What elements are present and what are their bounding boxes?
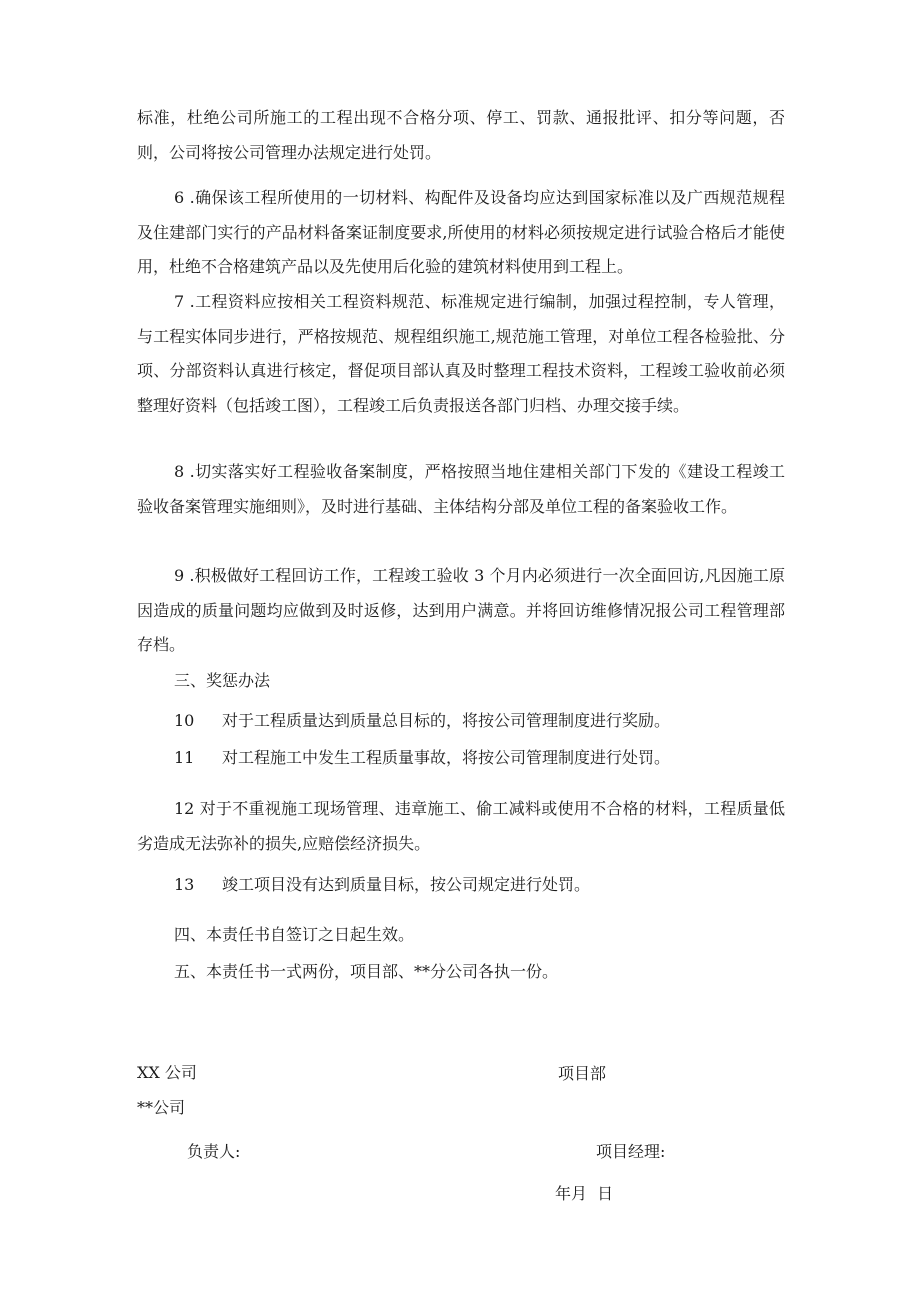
list-item-11: [174, 741, 785, 775]
paragraph-item-12: 12 对于不重视施工现场管理、违章施工、偷工减料或使用不合格的材料，工程质量低劣造成无法弥补的损失,应赔偿经济损失。: [137, 799, 785, 853]
sub-company-name: **公司: [137, 1098, 186, 1117]
paragraph-item-9: 9 .积极做好工程回访工作，工程竣工验收 3 个月内必须进行一次全面回访,凡因施工原因造成的质量问题均应做到及时返修，达到用户满意。并将回访维修情况报公司工程管理部存档。: [137, 566, 785, 654]
list-item-text: 对于工程质量达到质量总目标的，将按公司管理制度进行奖励。: [222, 711, 671, 730]
date-line: 年月 日: [555, 1184, 614, 1203]
list-item-text: 对工程施工中发生工程质量事故，将按公司管理制度进行处罚。: [222, 748, 671, 767]
paragraph-intro: 标准，杜绝公司所施工的工程出现不合格分项、停工、罚款、通报批评、扣分等问题，否则，公司将按公司管理办法规定进行处罚。: [137, 108, 785, 162]
list-item-number: 10: [174, 711, 195, 730]
list-item-13: [174, 868, 785, 902]
section-5-text: 五、本责任书一式两份，项目部、**分公司各执一份。: [174, 962, 559, 981]
paragraph-item-7: 7 .工程资料应按相关工程资料规范、标准规定进行编制，加强过程控制，专人管理，与工程实体同步进行，严格按规范、规程组织施工,规范施工管理，对单位工程各检验批、分项、分部资料认真进行核定，督促项目部认真及时整理工程技术资料，工程竣工验收前必须整理好资料（包括竣工图），工程竣工后负责报送各部门归档、办理交接手续。: [137, 292, 785, 415]
list-item-number: 13: [174, 875, 195, 894]
paragraph-item-6: 6 .确保该工程所使用的一切材料、构配件及设备均应达到国家标准以及广西规范规程及住建部门实行的产品材料备案证制度要求,所使用的材料必须按规定进行试验合格后才能使用，杜绝不合格建筑产品以及先使用后化验的建筑材料使用到工程上。: [137, 188, 785, 276]
list-item-text: 竣工项目没有达到质量目标，按公司规定进行处罚。: [222, 875, 591, 894]
project-manager-label: 项目经理:: [596, 1142, 666, 1161]
responsible-person-label: 负责人:: [187, 1142, 241, 1161]
list-item-10: [174, 704, 785, 738]
paragraph-item-8: 8 .切实落实好工程验收备案制度，严格按照当地住建相关部门下发的《建设工程竣工验收备案管理实施细则》，及时进行基础、主体结构分部及单位工程的备案验收工作。: [137, 462, 785, 516]
list-item-number: 11: [174, 748, 195, 767]
section-3-heading: 三、奖惩办法: [174, 671, 271, 690]
project-dept-label: 项目部: [558, 1064, 607, 1083]
company-name: XX 公司: [137, 1063, 197, 1082]
section-4-text: 四、本责任书自签订之日起生效。: [174, 925, 415, 944]
